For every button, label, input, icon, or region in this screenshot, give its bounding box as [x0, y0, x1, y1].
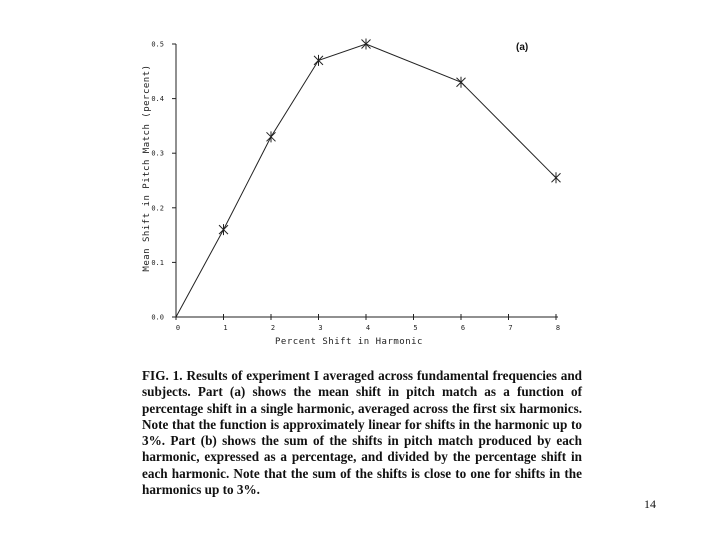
y-tick-label: 0.2	[151, 204, 164, 213]
chart-axes	[174, 44, 558, 319]
chart-series	[176, 39, 561, 318]
series-line	[176, 44, 556, 317]
data-point	[552, 172, 561, 183]
y-tick-label: 0.0	[151, 313, 164, 322]
data-point	[457, 77, 466, 88]
data-point	[219, 224, 228, 235]
x-tick-label: 0	[175, 324, 181, 332]
x-tick-label: 6	[460, 324, 466, 332]
data-point	[267, 131, 276, 142]
chart-ticks	[151, 41, 560, 333]
figure-caption	[142, 368, 582, 498]
page-number: 14	[644, 497, 656, 511]
y-tick-label: 0.5	[151, 40, 164, 49]
caption-label: FIG. 1.	[142, 368, 183, 383]
caption-text: Results of experiment I averaged across fundamental frequencies and subjects. Part (a) shows the mean shift in pitch match as a function of percentage shift in a single harmonic, averaged across the first six harmonics. Note that the function is approximately linear for shifts in the harmonic up to 3%. Part (b) shows the sum of the shifts in pitch match produced by each harmonic, expressed as a percentage, and divided by the percentage shift in each harmonic. Note that the sum of the shifts is close to one for shifts in the harmonics up to 3%.	[142, 368, 583, 498]
y-tick-label: 0.4	[151, 95, 164, 104]
panel-label: (a)	[516, 42, 529, 53]
x-tick-label: 7	[508, 324, 513, 332]
y-axis-label: Mean Shift in Pitch Match (percent)	[142, 64, 152, 272]
y-tick-label: 0.1	[151, 258, 164, 267]
data-point	[314, 55, 323, 66]
x-tick-label: 2	[270, 324, 276, 332]
x-axis-label: Percent Shift in Harmonic	[275, 337, 423, 347]
data-point	[362, 39, 371, 50]
x-tick-label: 8	[555, 324, 561, 332]
y-tick-label: 0.3	[151, 149, 164, 158]
x-tick-label: 4	[365, 324, 371, 332]
x-tick-label: 1	[223, 324, 228, 332]
x-tick-label: 5	[413, 324, 418, 332]
x-tick-label: 3	[318, 324, 323, 332]
